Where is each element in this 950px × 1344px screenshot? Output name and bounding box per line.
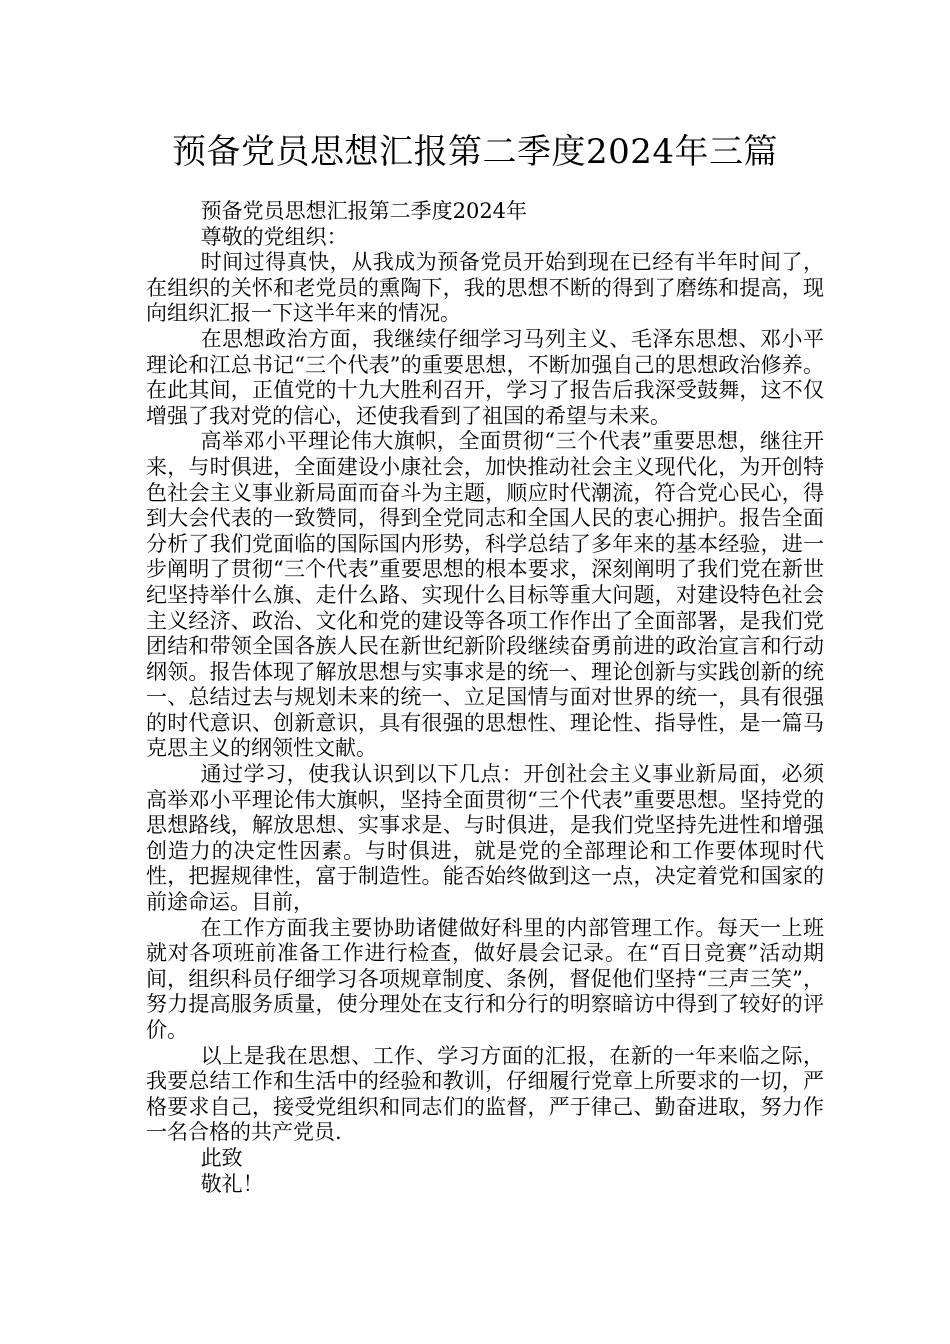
body-paragraph: 以上是我在思想、工作、学习方面的汇报，在新的一年来临之际，我要总结工作和生活中的经验和教训，仔细履行党章上所要求的一切，严格要求自己，接受党组织和同志们的监督，严于律己、勤奋进取，努力作一名合格的共产党员. [146, 1043, 824, 1145]
salutation-paragraph: 尊敬的党组织： [200, 224, 348, 249]
closing-line: 此致 [200, 1145, 243, 1170]
doc-subtitle-paragraph: 预备党员思想汇报第二季度2024年 [200, 199, 528, 223]
body-paragraph: 通过学习，使我认识到以下几点：开创社会主义事业新局面，必须高举邓小平理论伟大旗帜，坚持全面贯彻“三个代表”重要思想。坚持党的思想路线，解放思想、实事求是、与时俱进，是我们党坚持先进性和增强创造力的决定性因素。与时俱进，就是党的全部理论和工作要体现时代性，把握规律性，富于制造性。能否始终做到这一点，决定着党和国家的前途命运。目前， [146, 762, 824, 915]
body-paragraph: 高举邓小平理论伟大旗帜，全面贯彻“三个代表”重要思想，继往开来，与时俱进，全面建设小康社会，加快推动社会主义现代化，为开创特色社会主义事业新局面而奋斗为主题，顺应时代潮流，符合党心民心，得到大会代表的一致赞同，得到全党同志和全国人民的衷心拥护。报告全面分析了我们党面临的国际国内形势，科学总结了多年来的基本经验，进一步阐明了贯彻“三个代表”重要思想的根本要求，深刻阐明了我们党在新世纪坚持举什么旗、走什么路、实现什么目标等重大问题，对建设特色社会主义经济、政治、文化和党的建设等各项工作作出了全面部署，是我们党团结和带领全国各族人民在新世纪新阶段继续奋勇前进的政治宣言和行动纲领。报告体现了解放思想与实事求是的统一、理论创新与实践创新的统一、总结过去与规划未来的统一、立足国情与面对世界的统一，具有很强的时代意识、创新意识，具有很强的思想性、理论性、指导性，是一篇马克思主义的纲领性文献。 [146, 429, 824, 761]
document-title: 预备党员思想汇报第二季度2024年三篇 [171, 132, 779, 172]
body-paragraph: 在工作方面我主要协助诸健做好科里的内部管理工作。每天一上班就对各项班前准备工作进行检查，做好晨会记录。在“百日竞赛”活动期间，组织科员仔细学习各项规章制度、条例，督促他们坚持“三声三笑”，努力提高服务质量，使分理处在支行和分行的明察暗访中得到了较好的评价。 [146, 915, 824, 1042]
body-paragraph: 时间过得真快，从我成为预备党员开始到现在已经有半年时间了，在组织的关怀和老党员的熏陶下，我的思想不断的得到了磨练和提高，现向组织汇报一下这半年来的情况。 [146, 250, 824, 326]
closing-salute: 敬礼！ [200, 1171, 264, 1196]
body-paragraph: 在思想政治方面，我继续仔细学习马列主义、毛泽东思想、邓小平理论和江总书记“三个代表”的重要思想，不断加强自己的思想政治修养。在此其间，正值党的十九大胜利召开，学习了报告后我深受鼓舞，这不仅增强了我对党的信心，还使我看到了祖国的希望与未来。 [146, 326, 824, 428]
document-body [146, 199, 824, 1197]
